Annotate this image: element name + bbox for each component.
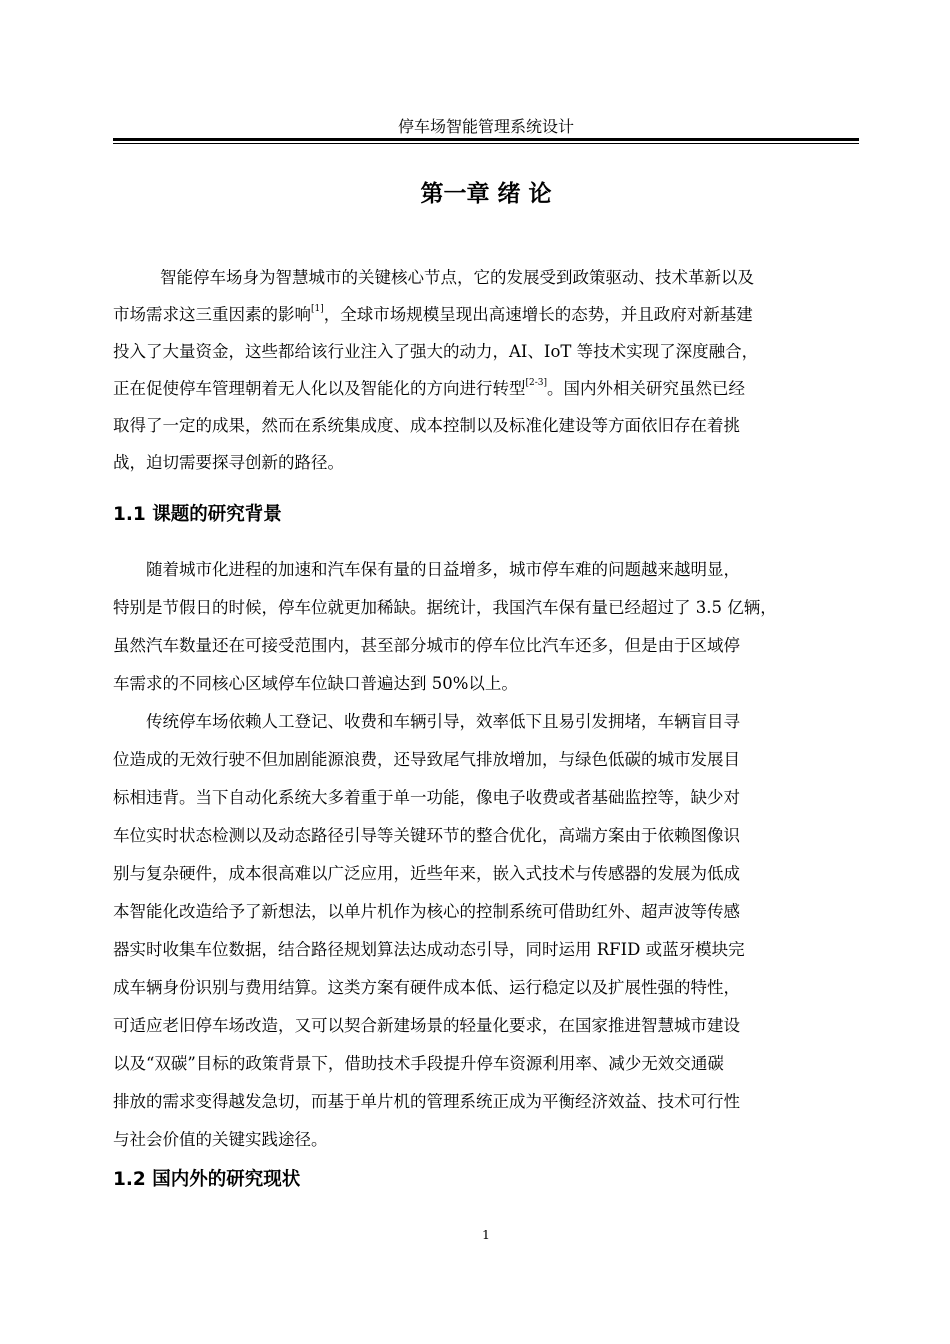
intro-line-2-rest: ，全球市场规模呈现出高速增长的态势，并且政府对新基建 [323,305,753,324]
intro-line-3: 投入了大量资金，这些都给该行业注入了强大的动力，AI、IoT 等技术实现了深度融合， [113,342,759,361]
intro-line-4-rest: 。国内外相关研究虽然已经 [547,379,746,398]
bg2-line-11: 排放的需求变得越发急切，而基于单片机的管理系统正成为平衡经济效益、技术可行性 [113,1092,740,1111]
citation-ref-2-3: [2-3] [525,378,548,388]
intro-line-4-text: 正在促使停车管理朝着无人化以及智能化的方向进行转型 [113,379,526,398]
intro-line-2 [113,296,873,333]
header-rule-thin [113,143,859,144]
bg1-line-4: 车需求的不同核心区域停车位缺口普遍达到 50%以上。 [113,674,518,693]
intro-line-1: 智能停车场身为智慧城市的关键核心节点，它的发展受到政策驱动、技术革新以及 [160,268,754,287]
bg1-line-1: 随着城市化进程的加速和汽车保有量的日益增多，城市停车难的问题越来越明显， [146,560,740,579]
background-paragraph-1 [113,551,873,703]
bg1-line-3: 虽然汽车数量还在可接受范围内，甚至部分城市的停车位比汽车还多，但是由于区域停 [113,636,740,655]
bg2-line-3: 标相违背。当下自动化系统大多着重于单一功能，像电子收费或者基础监控等，缺少对 [113,788,740,807]
running-header: 停车场智能管理系统设计 [397,117,574,136]
bg2-line-12: 与社会价值的关键实践途径。 [113,1130,328,1149]
intro-paragraph [113,259,873,481]
bg2-line-2: 位造成的无效行驶不但加剧能源浪费，还导致尾气排放增加，与绿色低碳的城市发展目 [113,750,740,769]
bg2-line-1: 传统停车场依赖人工登记、收费和车辆引导，效率低下且易引发拥堵，车辆盲目寻 [146,712,740,731]
bg2-line-8: 成车辆身份识别与费用结算。这类方案有硬件成本低、运行稳定以及扩展性强的特性， [113,978,740,997]
bg2-line-4: 车位实时状态检测以及动态路径引导等关键环节的整合优化，高端方案由于依赖图像识 [113,826,740,845]
bg2-line-6: 本智能化改造给予了新想法，以单片机作为核心的控制系统可借助红外、超声波等传感 [113,902,740,921]
bg1-line-2: 特别是节假日的时候，停车位就更加稀缺。据统计，我国汽车保有量已经超过了 3.5 亿辆， [113,598,777,617]
intro-line-5: 取得了一定的成果，然而在系统集成度、成本控制以及标准化建设等方面依旧存在着挑 [113,416,740,435]
citation-ref-1: [1] [311,304,324,314]
background-paragraph-2 [113,703,873,1159]
bg2-line-5: 别与复杂硬件，成本很高难以广泛应用，近些年来，嵌入式技术与传感器的发展为低成 [113,864,740,883]
bg2-line-10: 以及“双碳”目标的政策背景下，借助技术手段提升停车资源利用率、减少无效交通碳 [113,1054,724,1073]
intro-line-2-text: 市场需求这三重因素的影响 [113,305,311,324]
header-rule-thick [113,138,859,141]
intro-line-4 [113,370,873,407]
section-heading-1-2: 1.2 国内外的研究现状 [113,1169,301,1190]
bg2-line-9: 可适应老旧停车场改造，又可以契合新建场景的轻量化要求，在国家推进智慧城市建设 [113,1016,740,1035]
intro-line-6: 战，迫切需要探寻创新的路径。 [113,453,344,472]
chapter-title: 第一章 绪 论 [420,181,552,207]
bg2-line-7: 器实时收集车位数据，结合路径规划算法达成动态引导，同时运用 RFID 或蓝牙模块完 [113,940,745,959]
section-heading-1-1: 1.1 课题的研究背景 [113,504,282,525]
page-number: 1 [482,1227,490,1242]
